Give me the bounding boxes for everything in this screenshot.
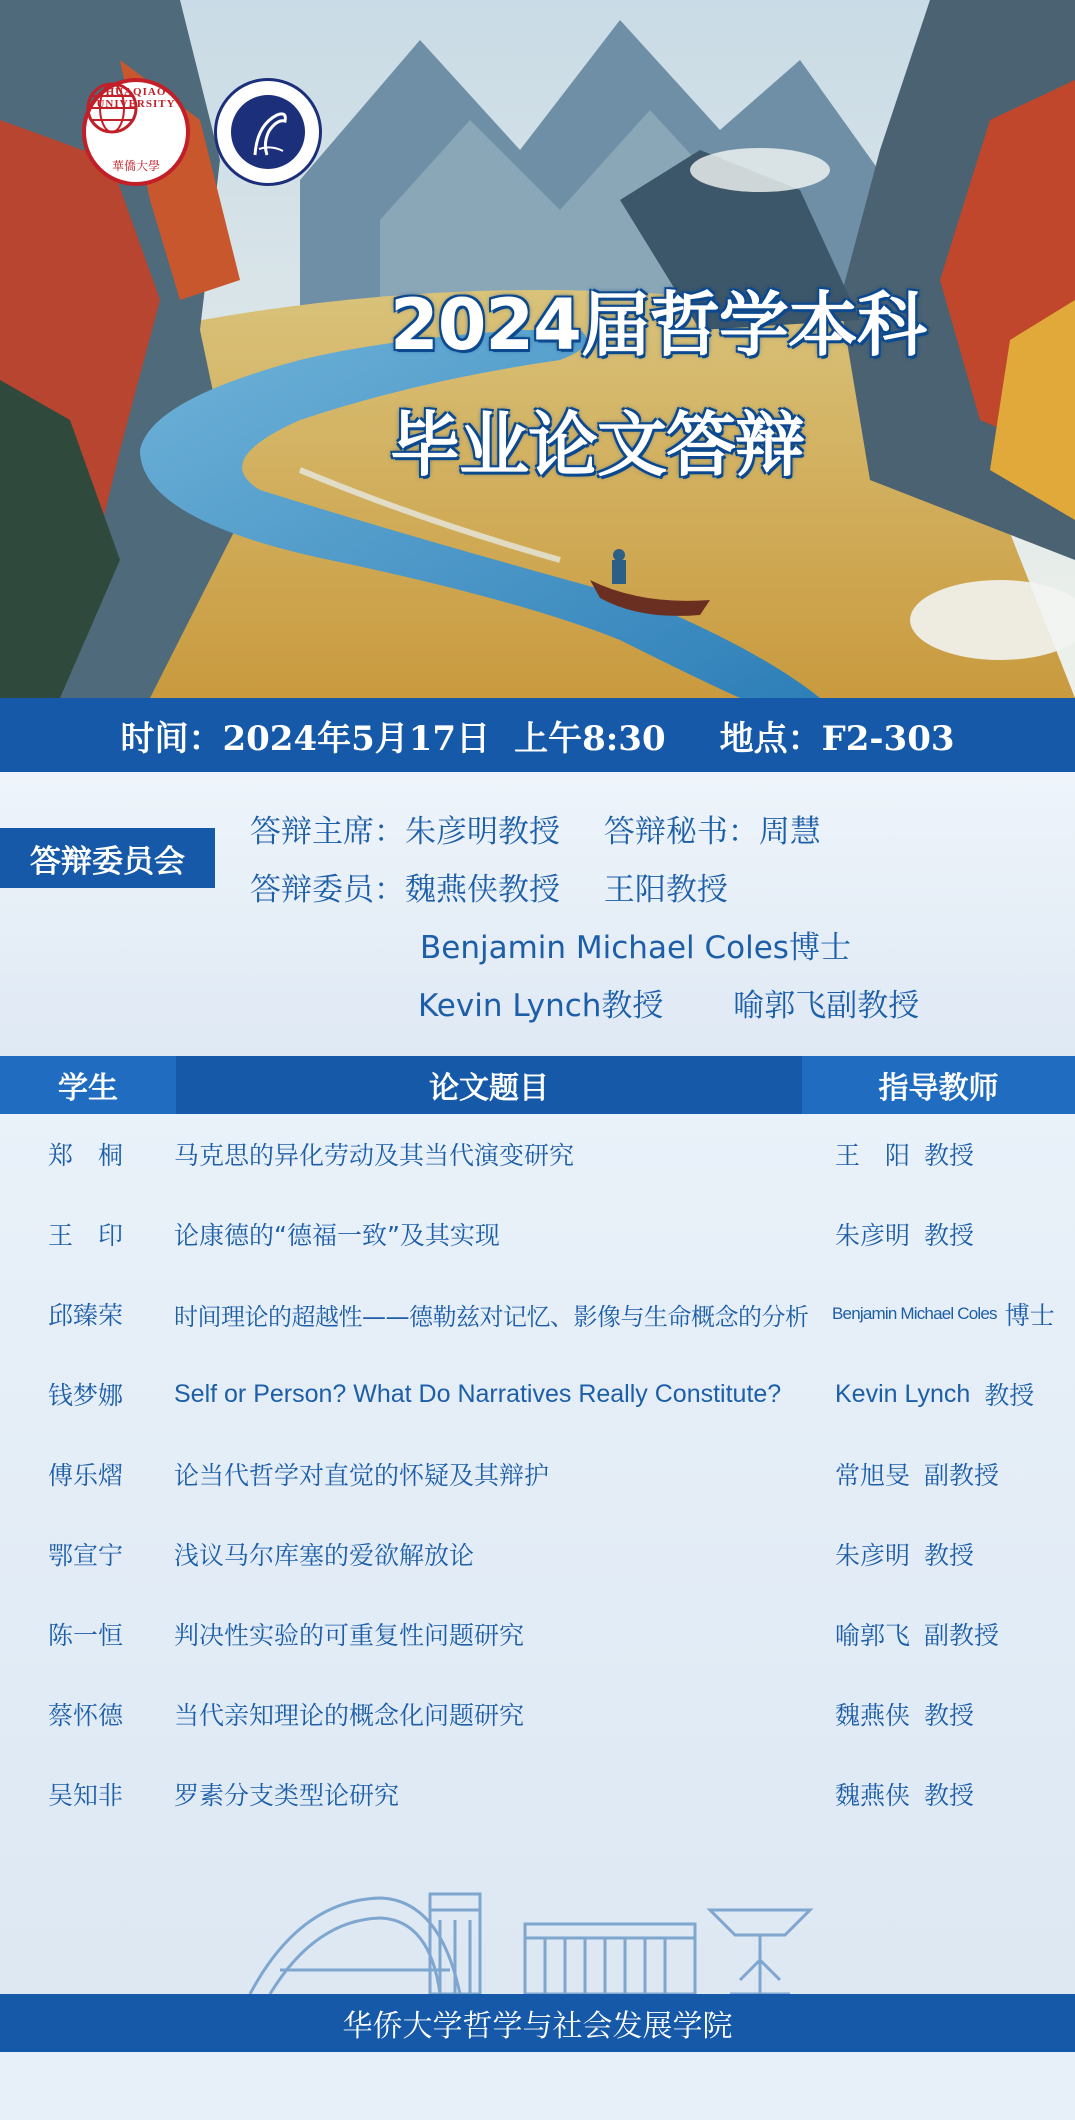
student-name: 蔡怀德 (48, 1701, 124, 1730)
hero-banner (0, 0, 1075, 698)
student-name: 陈一恒 (48, 1621, 124, 1650)
advisor (835, 1434, 1065, 1514)
advisor-role: 教授 (924, 1141, 975, 1170)
committee-member-3: Benjamin Michael Coles博士 (420, 930, 851, 966)
info-hour: 上午8:30 (514, 718, 666, 759)
table-row (0, 1754, 1075, 1834)
advisor-name: Benjamin Michael Coles (832, 1304, 997, 1323)
thesis-title: 判决性实验的可重复性问题研究 (174, 1621, 525, 1650)
footer-bar (0, 1994, 1075, 2052)
thesis-title: 论当代哲学对直觉的怀疑及其辩护 (174, 1461, 550, 1490)
thesis-title: 罗素分支类型论研究 (174, 1781, 400, 1810)
advisor (835, 1674, 1065, 1754)
advisor-name: 魏燕侠 (835, 1781, 911, 1810)
advisor-role: 教授 (924, 1221, 975, 1250)
header-title: 论文题目 (429, 1071, 549, 1106)
thesis-title: 时间理论的超越性——德勒兹对记忆、影像与生命概念的分析 (174, 1302, 809, 1331)
table-body (0, 1114, 1075, 1994)
hero-title-line2: 毕业论文答辩 (390, 404, 804, 486)
table-row (0, 1514, 1075, 1594)
committee-label: 答辩委员会 (0, 828, 215, 888)
advisor-role: 博士 (1004, 1301, 1055, 1330)
advisor-role: 教授 (984, 1381, 1035, 1410)
logo-university-cn: 華僑大學 (111, 159, 160, 173)
committee-section (0, 772, 1075, 1056)
advisor-role: 教授 (924, 1541, 975, 1570)
logo-university-name: HUAQIAO UNIVERSITY (96, 86, 176, 110)
campus-skyline-illustration (240, 1880, 840, 1994)
committee-members-label: 答辩委员： (250, 872, 405, 908)
table-row (0, 1434, 1075, 1514)
table-row (0, 1594, 1075, 1674)
crane-icon (247, 105, 291, 161)
advisor-name: 朱彦明 (835, 1221, 911, 1250)
thesis-title: 当代亲知理论的概念化问题研究 (174, 1701, 525, 1730)
advisor (835, 1754, 1065, 1834)
student-name: 吴知非 (48, 1781, 124, 1810)
table-row (0, 1274, 1075, 1354)
advisor (835, 1354, 1065, 1434)
info-place: 地点：F2-303 (719, 718, 955, 759)
info-bar (0, 698, 1075, 772)
thesis-title: Self or Person? What Do Narratives Really Constitute? (174, 1379, 782, 1408)
committee-line-3 (420, 922, 851, 967)
committee-member-2: 王阳教授 (603, 872, 728, 908)
student-name: 鄂宣宁 (48, 1541, 124, 1570)
advisor-name: 常旭旻 (835, 1461, 911, 1490)
committee-line-4 (418, 980, 919, 1025)
advisor-name: 魏燕侠 (835, 1701, 911, 1730)
committee-line-1 (250, 806, 821, 851)
advisor-name: Kevin Lynch (835, 1379, 971, 1408)
student-name: 钱梦娜 (48, 1381, 124, 1410)
thesis-title: 论康德的“德福一致”及其实现 (174, 1221, 500, 1250)
globe-icon (86, 82, 138, 134)
hero-title-line1: 2024届哲学本科 (390, 284, 926, 366)
info-date: 时间：2024年5月17日 (120, 718, 491, 759)
philosophy-school-logo (214, 78, 322, 186)
header-advisor: 指导教师 (878, 1071, 999, 1106)
advisor (835, 1514, 1065, 1594)
huaqiao-university-logo (82, 78, 190, 186)
header-student: 学生 (58, 1071, 118, 1106)
advisor-name: 王 阳 (835, 1141, 911, 1170)
student-name: 郑 桐 (48, 1141, 124, 1170)
advisor-role: 副教授 (924, 1621, 1000, 1650)
advisor-name: 朱彦明 (835, 1541, 911, 1570)
committee-chair: 答辩主席：朱彦明教授 (250, 814, 560, 850)
student-name: 傅乐熠 (48, 1461, 124, 1490)
student-name: 邱臻荣 (48, 1301, 124, 1330)
committee-member-4: Kevin Lynch教授 (418, 988, 664, 1024)
advisor (832, 1274, 1062, 1354)
table-row (0, 1674, 1075, 1754)
advisor-role: 副教授 (924, 1461, 1000, 1490)
advisor (835, 1594, 1065, 1674)
advisor-role: 教授 (924, 1701, 975, 1730)
student-name: 王 印 (48, 1221, 124, 1250)
advisor-role: 教授 (924, 1781, 975, 1810)
advisor-name: 喻郭飞 (835, 1621, 911, 1650)
table-row (0, 1114, 1075, 1194)
committee-line-2 (250, 864, 728, 909)
committee-member-1: 魏燕侠教授 (405, 872, 560, 908)
advisor (835, 1194, 1065, 1274)
footer-school-name: 华侨大学哲学与社会发展学院 (342, 2009, 733, 2044)
table-row (0, 1194, 1075, 1274)
table-row (0, 1354, 1075, 1434)
table-header (0, 1056, 1075, 1114)
committee-member-5: 喻郭飞副教授 (733, 988, 920, 1024)
thesis-title: 浅议马尔库塞的爱欲解放论 (174, 1541, 475, 1570)
thesis-title: 马克思的异化劳动及其当代演变研究 (174, 1141, 575, 1170)
advisor (835, 1114, 1065, 1194)
committee-secretary: 答辩秘书：周慧 (603, 814, 821, 850)
